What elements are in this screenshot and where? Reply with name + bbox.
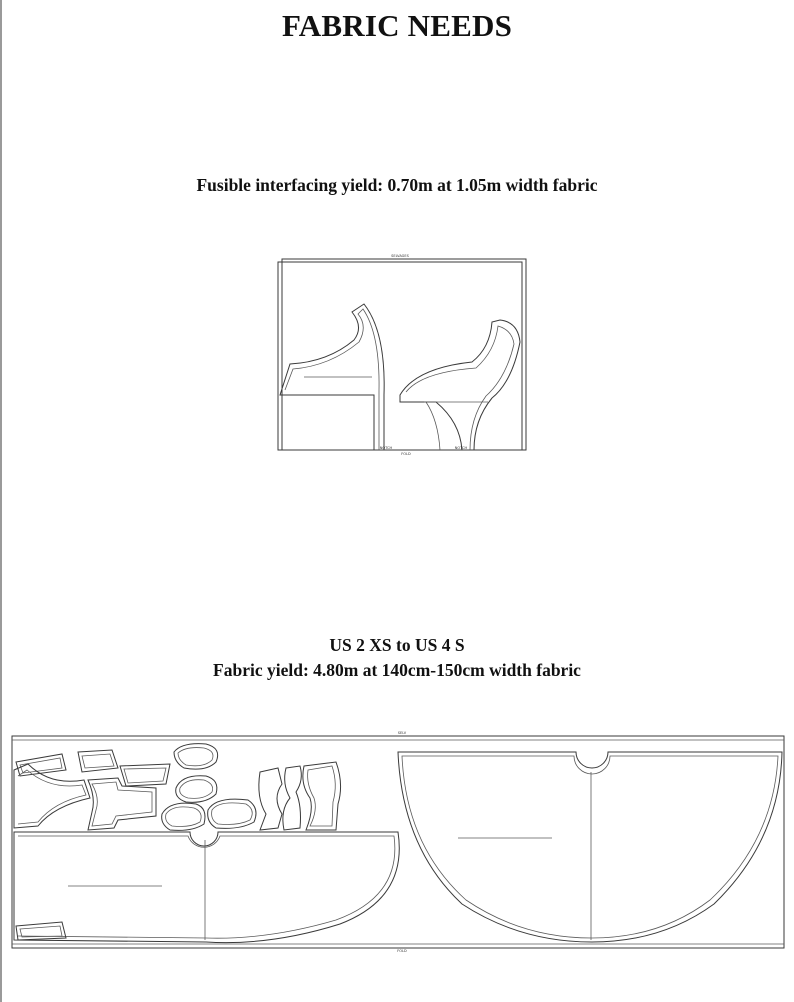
interfacing-layout-diagram [276, 252, 528, 457]
notch-label-left: NOTCH [379, 446, 393, 450]
interfacing-yield-caption: Fusible interfacing yield: 0.70m at 1.05m width fabric [196, 175, 598, 195]
fold-label-main: FOLD [397, 949, 407, 953]
skirt-piece-large [398, 752, 782, 942]
page-title: FABRIC NEEDS [281, 8, 513, 43]
size-range-caption: US 2 XS to US 4 S [329, 635, 465, 655]
fabric-yield-caption: Fabric yield: 4.80m at 140cm-150cm width fabric [213, 660, 581, 680]
notch-label-right: NOTCH [454, 446, 468, 450]
skirt-piece-small [14, 832, 399, 943]
small-pattern-pieces [14, 744, 341, 940]
selvage-label: SELVAGES [391, 254, 409, 258]
fabric-outline-inner [278, 262, 522, 450]
fabric-outline-outer [282, 259, 526, 450]
selvage-label-main: SELV [397, 731, 407, 735]
facing-piece-front [400, 320, 520, 450]
page-left-border [0, 0, 2, 1002]
fabric-outline [12, 736, 784, 948]
facing-piece-back [280, 304, 384, 450]
fold-label: FOLD [401, 452, 411, 456]
fabric-layout-diagram [10, 728, 788, 954]
